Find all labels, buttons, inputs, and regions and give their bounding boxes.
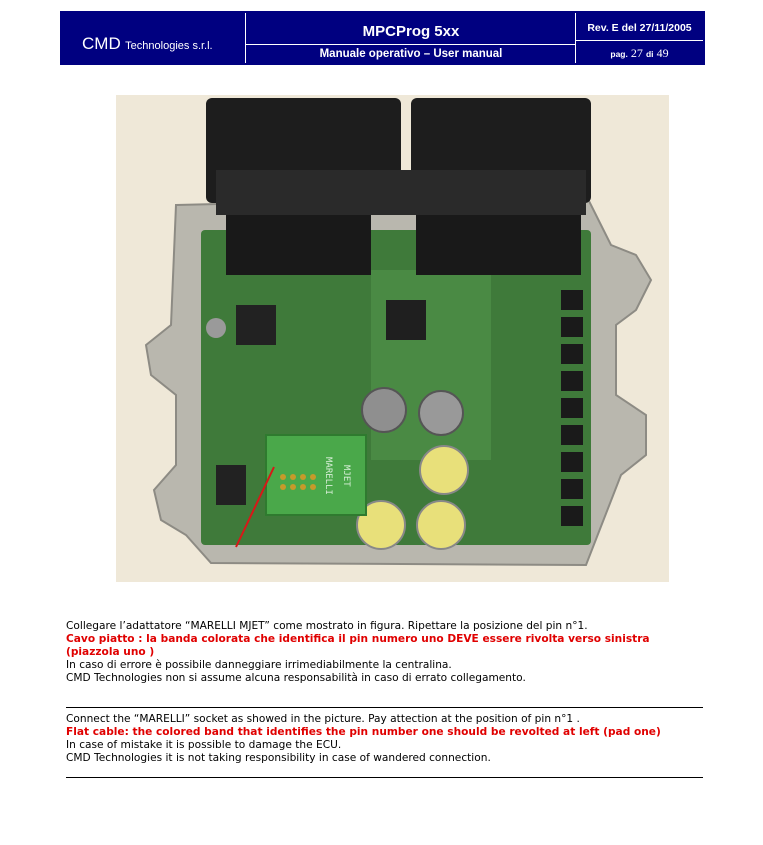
- page-label: pag.: [610, 49, 628, 59]
- italian-instructions: [66, 620, 706, 685]
- ecu-illustration: [116, 95, 669, 582]
- revision-text: Rev. E del 27/11/2005: [587, 22, 692, 34]
- english-warning: Flat cable: the colored band that identifies the pin number one should be revolted at left (pad one): [66, 726, 661, 738]
- italian-line-1: Collegare l’adattatore “MARELLI MJET” come mostrato in figura. Ripettare la posizione del pin n°1.: [66, 620, 588, 632]
- english-line-3: CMD Technologies it is not taking responsibility in case of wandered connection.: [66, 752, 491, 764]
- page-number: [576, 46, 703, 61]
- english-line-1: Connect the “MARELLI” socket as showed in the picture. Pay attection at the position of pin n°1 .: [66, 713, 580, 725]
- company-cell: [62, 13, 246, 63]
- english-instructions: [66, 713, 706, 765]
- revision-divider: [576, 40, 703, 41]
- page-of-label: di: [645, 49, 654, 59]
- document-title: MPCProg 5xx: [362, 23, 460, 40]
- english-line-2: In case of mistake it is possible to damage the ECU.: [66, 739, 342, 751]
- italian-line-2: In caso di errore è possibile danneggiare irrimediabilmente la centralina.: [66, 659, 452, 671]
- page-current: 27: [630, 46, 643, 60]
- revision-cell: [576, 13, 703, 63]
- adapter-label-mjet: MJET: [341, 465, 351, 487]
- document-subtitle: Manuale operativo – User manual: [319, 48, 503, 60]
- company-name-main: CMD: [82, 34, 121, 53]
- page-total: 49: [656, 46, 669, 60]
- company-name: [82, 34, 213, 54]
- italian-warning-2: (piazzola uno ): [66, 646, 155, 658]
- section-divider-top: [66, 707, 703, 708]
- page-header: [60, 11, 705, 65]
- company-name-suffix: Technologies s.r.l.: [125, 40, 213, 52]
- adapter-label-marelli: MARELLI: [323, 457, 333, 495]
- ecu-photo: [116, 95, 669, 582]
- title-cell: [246, 13, 576, 63]
- italian-warning-1: Cavo piatto : la banda colorata che identifica il pin numero uno DEVE essere rivolta verso sinistra: [66, 633, 650, 645]
- section-divider-bottom: [66, 777, 703, 778]
- title-divider: [246, 44, 576, 45]
- italian-line-3: CMD Technologies non si assume alcuna responsabilità in caso di errato collegamento.: [66, 672, 526, 684]
